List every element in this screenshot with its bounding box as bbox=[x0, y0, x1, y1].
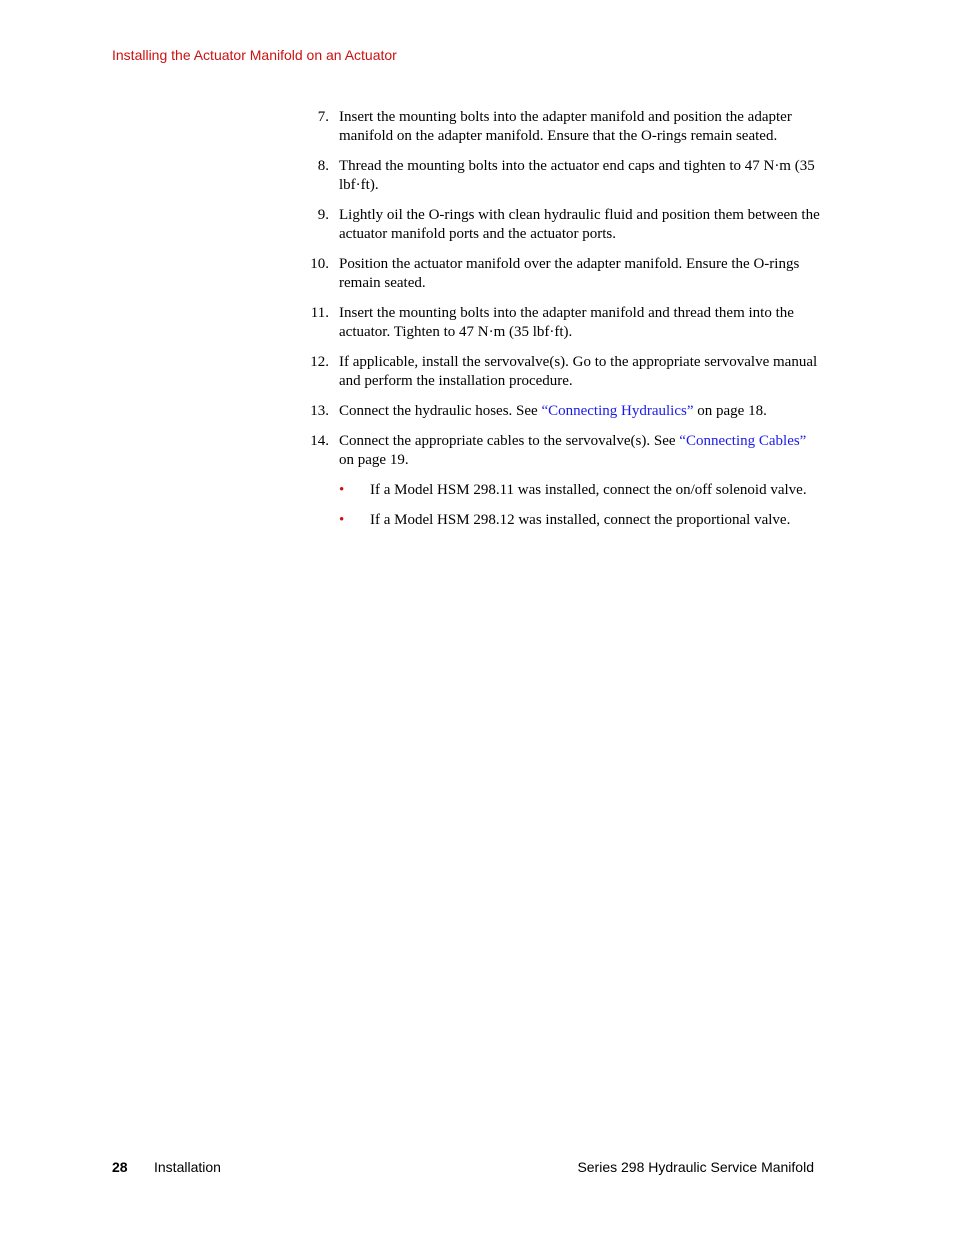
step-text: Lightly oil the O-rings with clean hydraulic fluid and position them between the actuator manifold ports and the actuator ports. bbox=[339, 207, 820, 242]
step-text bbox=[339, 402, 820, 421]
step-12 bbox=[300, 353, 820, 391]
step-number: 7. bbox=[317, 109, 329, 125]
step-number: 13. bbox=[310, 403, 329, 419]
bullet-icon: • bbox=[339, 512, 345, 528]
procedure-steps bbox=[300, 108, 820, 541]
step-9 bbox=[300, 206, 820, 244]
step-number: 10. bbox=[310, 256, 329, 272]
step-number: 11. bbox=[310, 305, 329, 321]
bullet-text: If a Model HSM 298.11 was installed, connect the on/off solenoid valve. bbox=[370, 482, 807, 498]
step-text-after: on page 18. bbox=[693, 403, 767, 419]
step-text: Thread the mounting bolts into the actuator end caps and tighten to 47 N·m (35 lbf·ft). bbox=[339, 158, 815, 193]
step-text: Position the actuator manifold over the adapter manifold. Ensure the O-rings remain seated. bbox=[339, 256, 800, 291]
bullet-text: If a Model HSM 298.12 was installed, connect the proportional valve. bbox=[370, 512, 791, 528]
bullet-list bbox=[339, 481, 820, 530]
step-text-before: Connect the hydraulic hoses. See bbox=[339, 403, 542, 419]
step-number: 8. bbox=[317, 158, 329, 174]
step-8 bbox=[300, 157, 820, 195]
step-text bbox=[339, 432, 820, 470]
bullet-item bbox=[339, 481, 820, 500]
page-number: 28 bbox=[112, 1159, 128, 1175]
connecting-cables-link[interactable]: “Connecting Cables” bbox=[679, 433, 807, 449]
footer-book-title: Series 298 Hydraulic Service Manifold bbox=[577, 1159, 814, 1175]
step-13 bbox=[300, 402, 820, 421]
step-text-before: Connect the appropriate cables to the servovalve(s). See bbox=[339, 433, 680, 449]
step-11 bbox=[300, 304, 820, 342]
step-10 bbox=[300, 255, 820, 293]
step-text-after: on page 19. bbox=[339, 452, 409, 468]
bullet-item bbox=[339, 511, 820, 530]
step-text: Insert the mounting bolts into the adapter manifold and thread them into the actuator. Tighten to 47 N·m (35 lbf·ft). bbox=[339, 305, 794, 340]
step-14 bbox=[300, 432, 820, 530]
step-text: Insert the mounting bolts into the adapter manifold and position the adapter manifold on the adapter manifold. Ensure that the O-rings remain seated. bbox=[339, 109, 792, 144]
footer-section-name: Installation bbox=[154, 1159, 221, 1175]
bullet-icon: • bbox=[339, 482, 345, 498]
step-number: 14. bbox=[310, 433, 329, 449]
step-number: 9. bbox=[317, 207, 329, 223]
step-7 bbox=[300, 108, 820, 146]
step-text: If applicable, install the servovalve(s). Go to the appropriate servovalve manual and perform the installation procedure. bbox=[339, 354, 818, 389]
step-number: 12. bbox=[310, 354, 329, 370]
running-header-title: Installing the Actuator Manifold on an Actuator bbox=[112, 47, 397, 63]
connecting-hydraulics-link[interactable]: “Connecting Hydraulics” bbox=[541, 403, 694, 419]
